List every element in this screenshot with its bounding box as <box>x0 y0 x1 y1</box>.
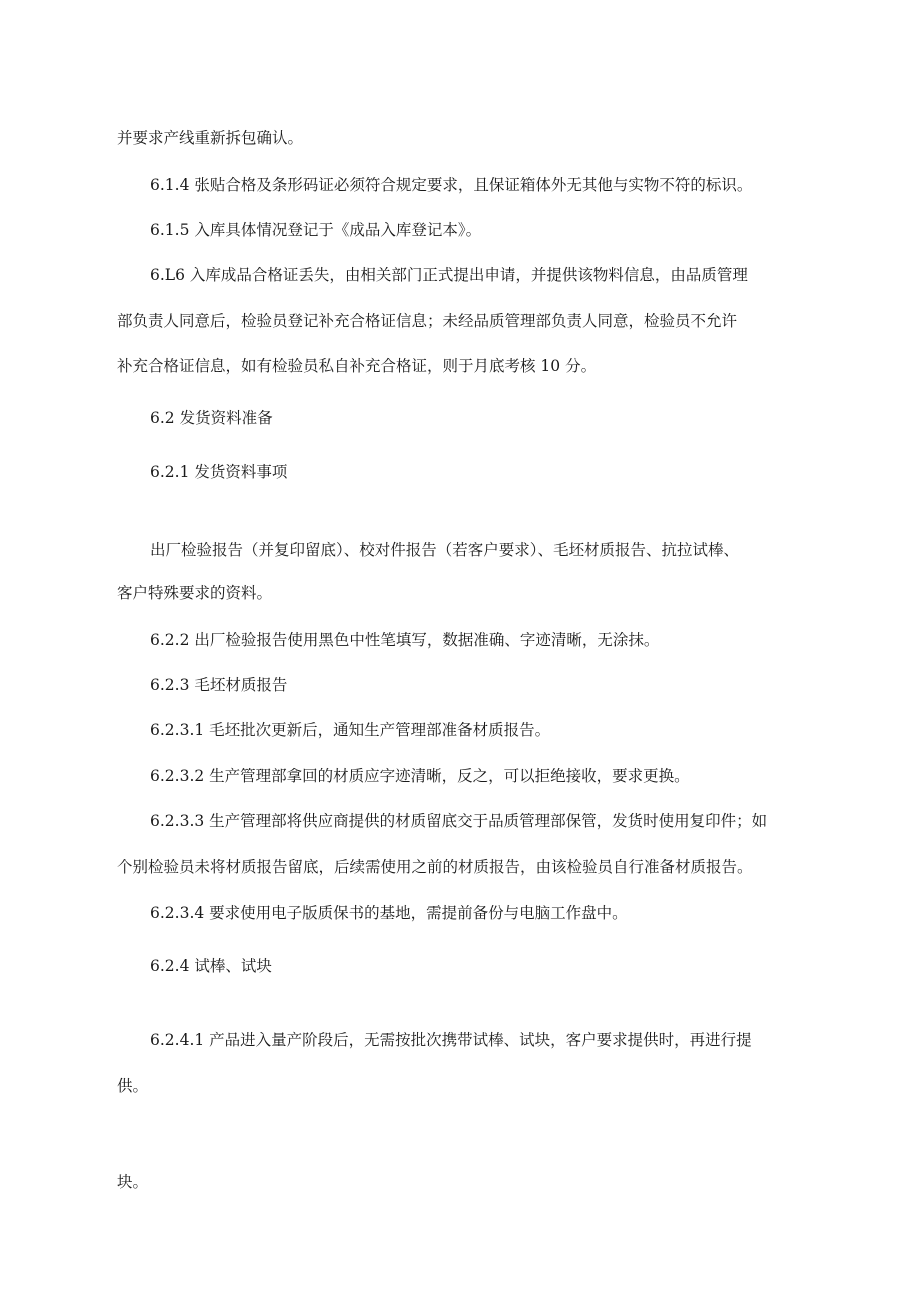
section-heading-6-2-4: 6.2.4 试棒、试块 <box>150 957 272 975</box>
section-heading-6-2: 6.2 发货资料准备 <box>150 409 273 427</box>
section-heading-6-2-1: 6.2.1 发货资料事项 <box>150 463 288 481</box>
text-line-21: 块。 <box>117 1173 149 1191</box>
section-heading-6-2-3: 6.2.3 毛坯材质报告 <box>150 676 288 694</box>
text-line-6: 补充合格证信息，如有检验员私自补充合格证，则于月底考核 10 分。 <box>117 357 597 375</box>
text-line-19: 6.2.4.1 产品进入量产阶段后，无需按批次携带试棒、试块，客户要求提供时，再进行提 <box>150 1031 752 1049</box>
text-line-15: 6.2.3.3 生产管理部将供应商提供的材质留底交于品质管理部保管，发货时使用复印件；如 <box>150 812 768 830</box>
text-line-17: 6.2.3.4 要求使用电子版质保书的基地，需提前备份与电脑工作盘中。 <box>150 904 628 922</box>
text-line-16: 个别检验员未将材质报告留底，后续需使用之前的材质报告，由该检验员自行准备材质报告。 <box>117 858 753 876</box>
text-line-2: 6.1.4 张贴合格及条形码证必须符合规定要求，且保证箱体外无其他与实物不符的标识。 <box>150 176 753 194</box>
text-line-10: 客户特殊要求的资料。 <box>117 584 273 602</box>
text-line-3: 6.1.5 入库具体情况登记于《成品入库登记本》。 <box>150 221 482 239</box>
text-line-9: 出厂检验报告（并复印留底）、校对件报告（若客户要求）、毛坯材质报告、抗拉试棒、 <box>150 541 740 559</box>
text-line-4: 6.L6 入库成品合格证丢失，由相关部门正式提出申请，并提供该物料信息，由品质管理 <box>150 266 748 284</box>
text-line-13: 6.2.3.1 毛坯批次更新后，通知生产管理部准备材质报告。 <box>150 721 551 739</box>
text-line-1: 并要求产线重新拆包确认。 <box>117 129 304 147</box>
text-line-20: 供。 <box>117 1077 149 1095</box>
text-line-11: 6.2.2 出厂检验报告使用黑色中性笔填写，数据准确、字迹清晰，无涂抹。 <box>150 631 660 649</box>
text-line-14: 6.2.3.2 生产管理部拿回的材质应字迹清晰，反之，可以拒绝接收，要求更换。 <box>150 767 690 785</box>
text-line-5: 部负责人同意后，检验员登记补充合格证信息；未经品质管理部负责人同意，检验员不允许 <box>117 312 738 330</box>
